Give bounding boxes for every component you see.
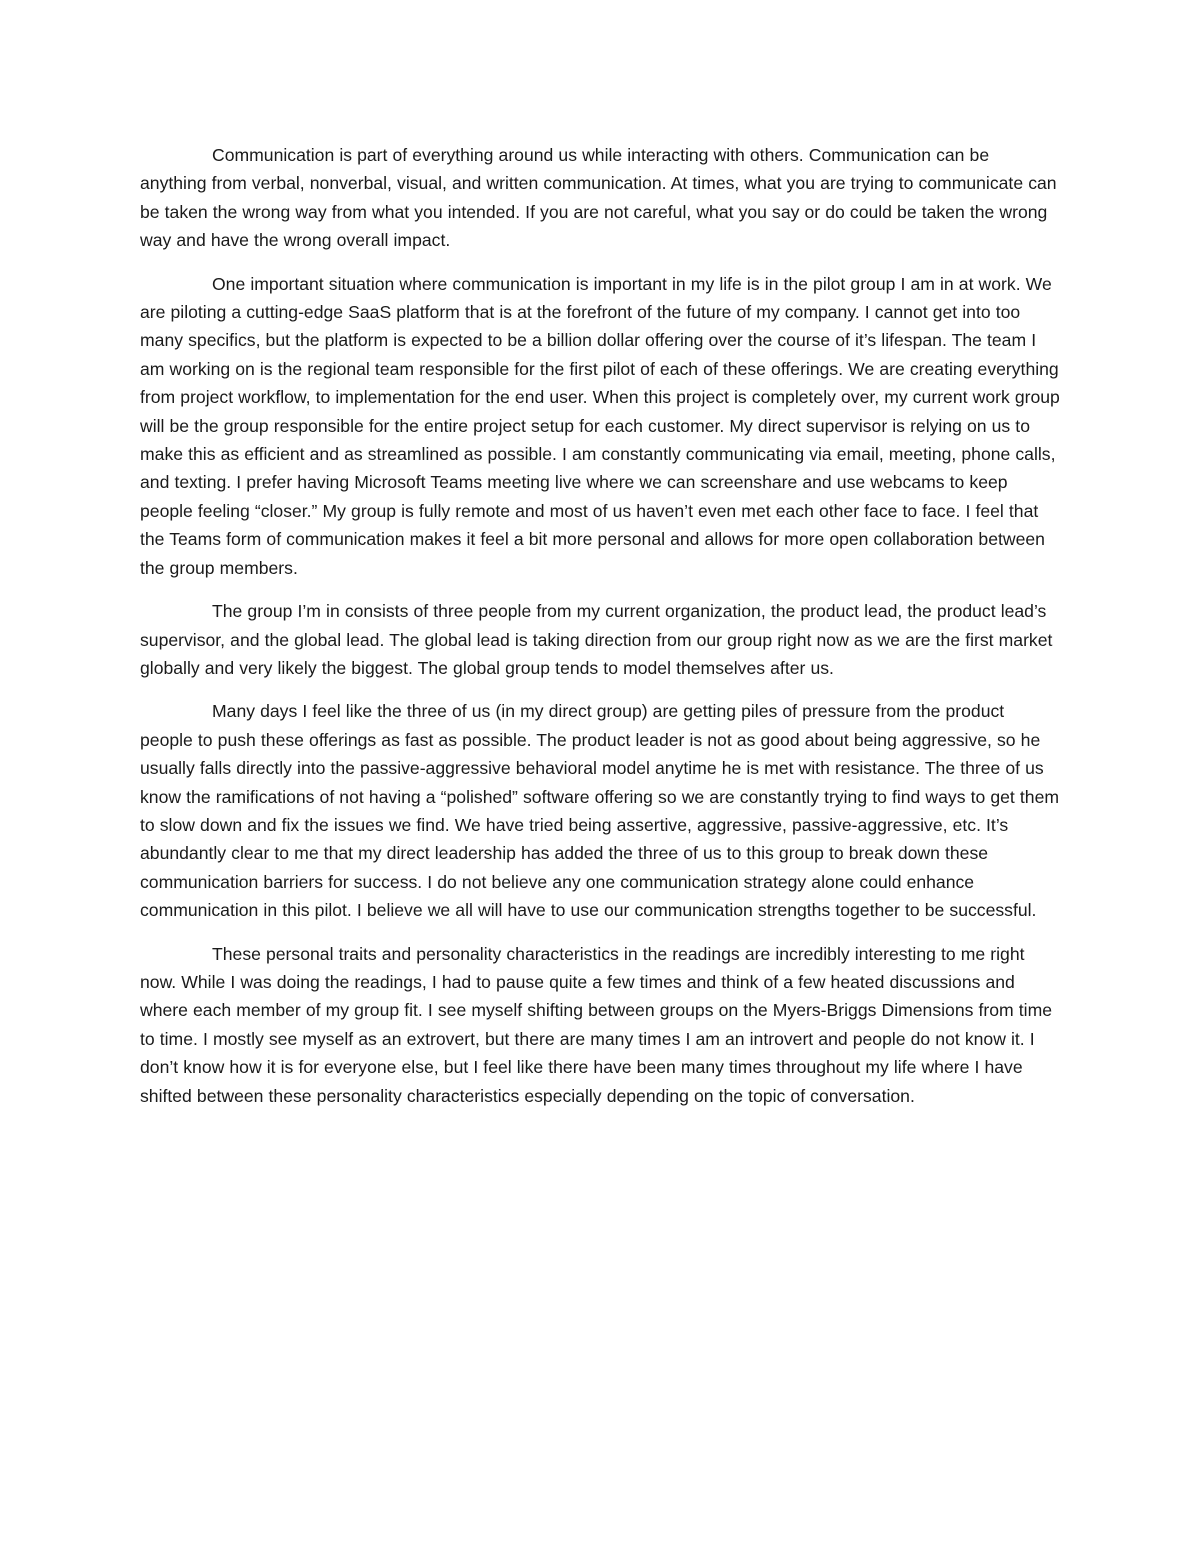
paragraph-pressure: Many days I feel like the three of us (in my direct group) are getting piles of pressure from the product people to push these offerings as fast as possible. The product leader is not as good about being aggressive, so he usually falls directly into the passive-aggressive behavioral model anytime he is met with resistance. The three of us know the ramifications of not having a “polished” software offering so we are constantly trying to find ways to get them to slow down and fix the issues we find. We have tried being assertive, aggressive, passive-aggressive, etc. It’s abundantly clear to me that my direct leadership has added the three of us to this group to break down these communication barriers for success. I do not believe any one communication strategy alone could enhance communication in this pilot. I believe we all will have to use our communication strengths together to be successful. (140, 701, 1060, 921)
paragraph-communication-intro: Communication is part of everything around us while interacting with others. Communication can be anything from verbal, nonverbal, visual, and written communication. At times, what you are trying to communicate can be taken the wrong way from what you intended. If you are not careful, what you say or do could be taken the wrong way and have the wrong overall impact. (140, 145, 1057, 251)
paragraph-pilot-group: One important situation where communication is important in my life is in the pilot group I am in at work. We are piloting a cutting-edge SaaS platform that is at the forefront of the future of my company. I cannot get into too many specifics, but the platform is expected to be a billion dollar offering over the course of it’s lifespan. The team I am working on is the regional team responsible for the first pilot of each of these offerings. We are creating everything from project workflow, to implementation for the end user. When this project is completely over, my current work group will be the group responsible for the entire project setup for each customer. My direct supervisor is relying on us to make this as efficient and as streamlined as possible. I am constantly communicating via email, meeting, phone calls, and texting. I prefer having Microsoft Teams meeting live where we can screenshare and use webcams to keep people feeling “closer.” My group is fully remote and most of us haven’t even met each other face to face. I feel that the Teams form of communication makes it feel a bit more personal and allows for more open collaboration between the group members. (140, 273, 1060, 578)
document-body (140, 141, 1060, 1125)
paragraph-personality-traits: These personal traits and personality characteristics in the readings are incredibly interesting to me right now. While I was doing the readings, I had to pause quite a few times and think of a few heated discussions and where each member of my group fit. I see myself shifting between groups on the Myers-Briggs Dimensions from time to time. I mostly see myself as an extrovert, but there are many times I am an introvert and people do not know it. I don’t know how it is for everyone else, but I feel like there have been many times throughout my life where I have shifted between these personality characteristics especially depending on the topic of conversation. (140, 943, 1053, 1106)
paragraph-group-members: The group I’m in consists of three people from my current organization, the product lead, the product lead’s supervisor, and the global lead. The global lead is taking direction from our group right now as we are the first market globally and very likely the biggest. The global group tends to model themselves after us. (140, 601, 1053, 678)
